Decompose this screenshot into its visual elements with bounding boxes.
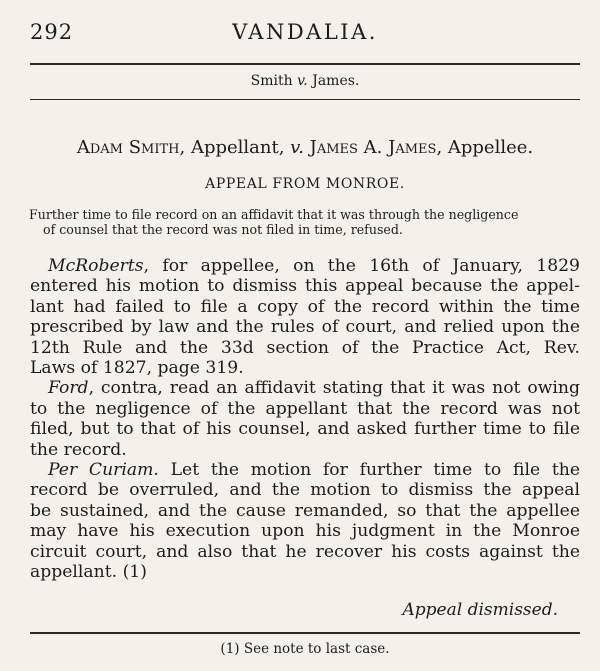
per-curiam: Per Curiam. [48,460,159,481]
headnote [30,207,580,237]
body-line: entered his motion to dismiss this appeal because the appel- [30,276,580,297]
page-number: 292 [30,20,74,44]
body-line: the record. [30,439,127,460]
body-line: Ford, contra, read an affidavit stating that it was not owing [48,378,580,399]
appellee-role: , Appellee. [436,137,534,158]
body-line: Laws of 1827, page 319. [30,358,244,379]
counsel-mcroberts: McRoberts [48,256,144,276]
case-title [30,73,580,89]
body-line: be sustained, and the cause remanded, so that the appellee [30,500,580,521]
body-line: lant had failed to file a copy of the record within the time [30,296,580,317]
headnote-line: of counsel that the record was not filed in time, refused. [43,222,403,237]
body-line: may have his execution upon his judgment in the Monroe [30,521,580,542]
case-title-suffix: James. [307,73,360,89]
counsel-ford: Ford [48,378,89,399]
body-line: circuit court, and also that he recover his costs against the [30,541,580,562]
appeal-from: APPEAL FROM MONROE. [205,176,405,192]
running-head: VANDALIA. [232,20,378,44]
case-title-v: v. [297,73,308,89]
appellant-name: Adam Smith [76,137,180,158]
parties-line [30,137,580,158]
page-header [30,20,580,50]
subhead-rule [30,99,580,100]
body-line: Per Curiam. Let the motion for further time to file the [48,460,580,481]
case-title-prefix: Smith [250,73,298,89]
body-line: McRoberts, for appellee, on the 16th of January, 1829 [48,256,580,276]
footnote: (1) See note to last case. [220,641,390,657]
appellant-role: , Appellant, [179,137,291,158]
footnote-rule [30,632,580,634]
appellee-name: James A. James [303,137,437,158]
opinion-body [30,256,580,583]
headnote-line: Further time to file record on an affidavit that it was through the negligence [29,207,519,222]
body-line: filed, but to that of his counsel, and asked further time to file [30,419,580,440]
header-rule [30,63,580,65]
body-line: prescribed by law and the rules of court, and relied upon the [30,317,580,338]
disposition: Appeal dismissed. [402,600,558,620]
body-line: 12th Rule and the 33d section of the Practice Act, Rev. [30,337,580,358]
body-line: appellant. (1) [30,562,147,583]
body-line: record be overruled, and the motion to dismiss the appeal [30,480,580,501]
parties-v: v. [290,137,304,158]
body-line: to the negligence of the appellant that the record was not [30,398,580,419]
